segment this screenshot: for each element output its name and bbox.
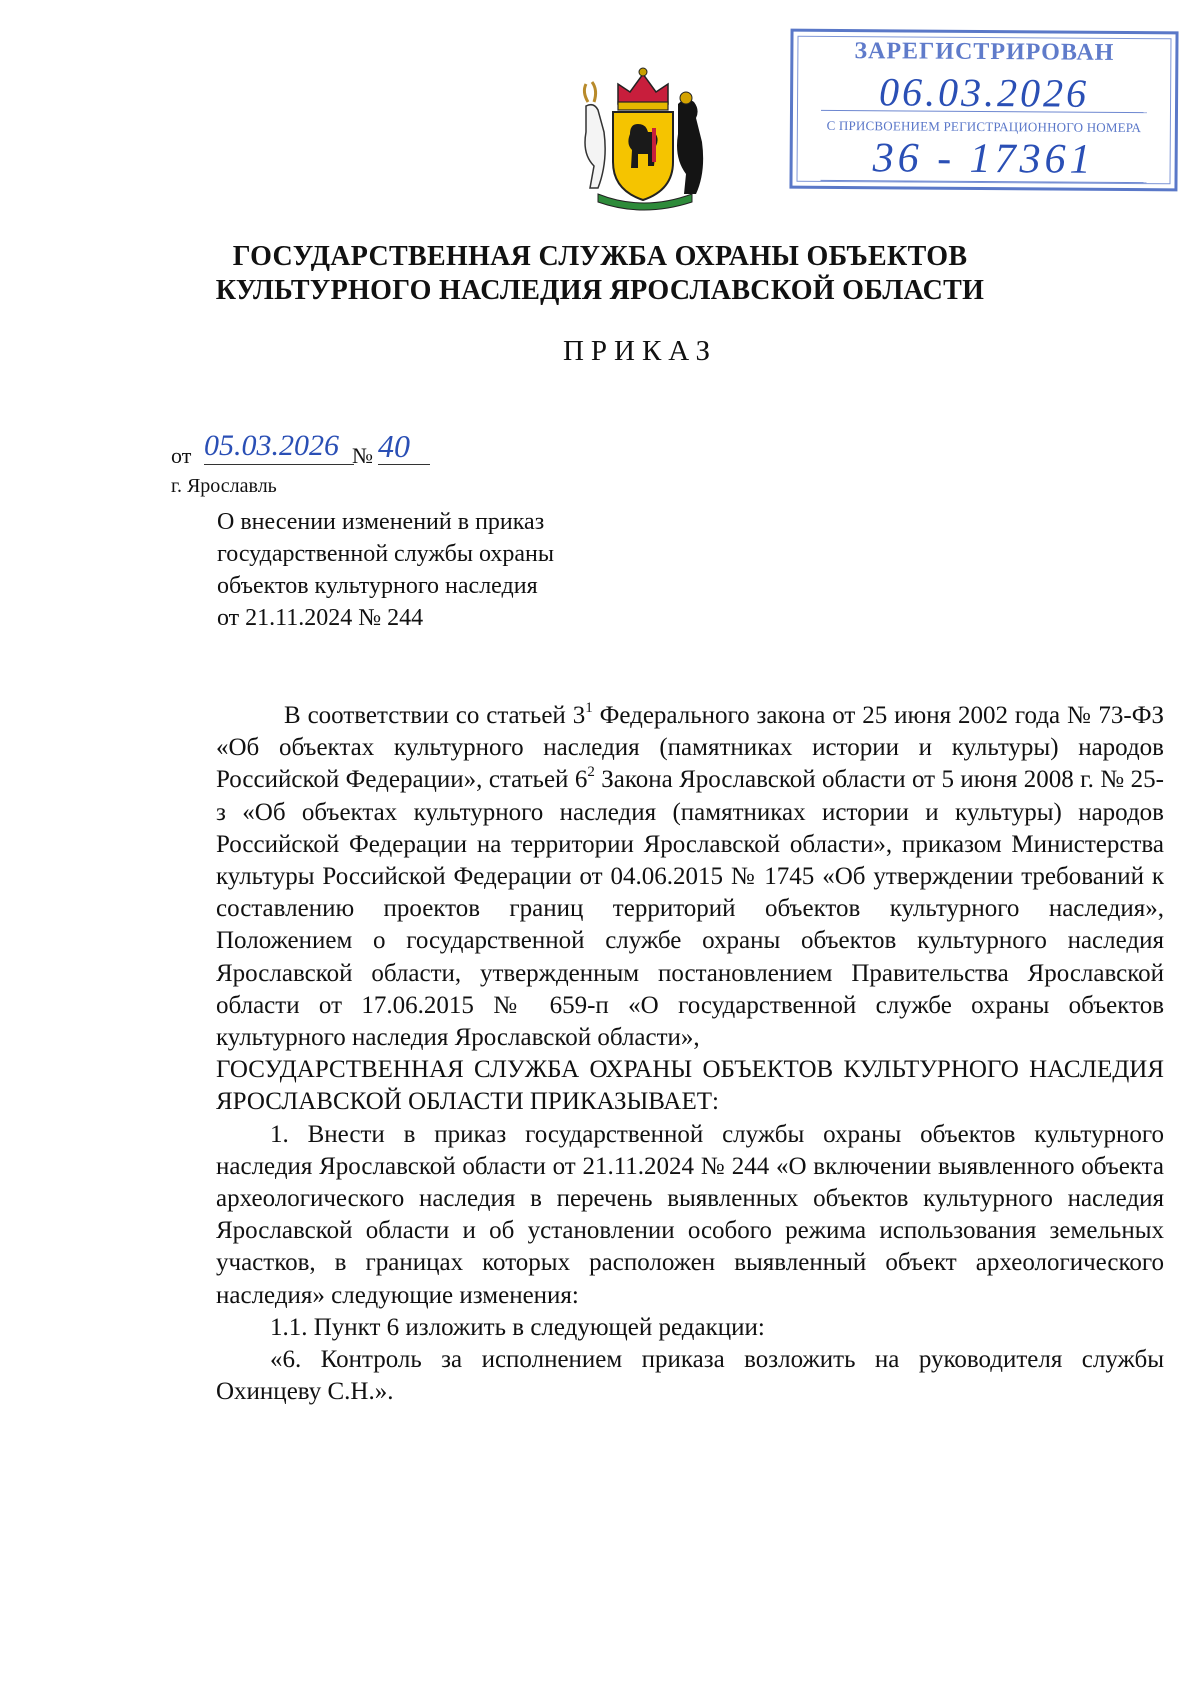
article-superscript-2: 2 [587, 764, 595, 781]
subject-line: от 21.11.2024 № 244 [217, 605, 424, 631]
subject-line: объектов культурного наследия [217, 573, 538, 599]
stamp-registration-number: 36 - 17361 [872, 135, 1095, 183]
item-1-1: 1.1. Пункт 6 изложить в следующей редакции: [270, 1313, 765, 1341]
preamble-text-c: Закона Ярославской области от 5 июня 2008 г. № 25-з «Об объектах культурного наследия (памятниках истории и культуры) народов Российской Федерации на территории Ярославской области», приказом Министерства культуры Российской Федерации от 04.06.2015 № 1745 «Об утверждении требований к составлению проектов границ территорий объектов культурного наследия», Положением о государственной службе охраны объектов культурного наследия Ярославской области, утвержденным постановлением Правительства Ярославской области от 17.06.2015 № 659-п «О государственной службе охраны объектов культурного наследия Ярославской области», [216, 766, 1164, 1052]
organization-name-line2: КУЛЬТУРНОГО НАСЛЕДИЯ ЯРОСЛАВСКОЙ ОБЛАСТИ [215, 275, 985, 306]
order-subject [217, 506, 554, 634]
preamble-paragraph [216, 700, 1164, 1054]
registration-stamp [789, 29, 1178, 192]
item-1-1-text: «6. Контроль за исполнением приказа возложить на руководителя службы Охинцеву С.Н.». [216, 1346, 1164, 1406]
order-number: 40 [378, 428, 430, 465]
article-superscript-1: 1 [585, 699, 593, 716]
number-sign-label: № [352, 443, 373, 468]
preamble-text-a: В соответствии со статьей 3 [284, 702, 586, 729]
document-type-title: ПРИКАЗ [562, 335, 718, 367]
organization-name-line1: ГОСУДАРСТВЕННАЯ СЛУЖБА ОХРАНЫ ОБЪЕКТОВ [232, 241, 968, 272]
subject-line: государственной службы охраны [217, 541, 554, 567]
order-date: 05.03.2026 [204, 428, 354, 465]
stamp-registration-date: 06.03.2026 [878, 69, 1090, 116]
city-label: г. Ярославль [171, 475, 277, 497]
coat-of-arms-emblem [568, 62, 718, 212]
subject-line: О внесении изменений в приказ [217, 509, 545, 535]
item-1: 1. Внести в приказ государственной службы охраны объектов культурного наследия Ярославской области от 21.11.2024 № 244 «О включении выявленного объекта археологического наследия в перечень выявленных объектов культурного наследия Ярославской области и об установлении особого режима использования земельных участков, в границах которых расположен выявленный объект археологического наследия» следующие изменения: [216, 1120, 1164, 1309]
date-prefix-label: от [171, 443, 192, 468]
preamble-text-b: Федерального закона от 25 июня 2002 года № 73-ФЗ «Об объектах культурного наследия (памятниках истории и культуры) народов Российской Федерации», статьей 6 [216, 702, 1164, 794]
order-clause: ГОСУДАРСТВЕННАЯ СЛУЖБА ОХРАНЫ ОБЪЕКТОВ КУЛЬТУРНОГО НАСЛЕДИЯ ЯРОСЛАВСКОЙ ОБЛАСТИ ПРИКАЗЫВАЕТ: [216, 1056, 1164, 1116]
stamp-registered-label: ЗАРЕГИСТРИРОВАН [854, 38, 1115, 66]
order-body [216, 700, 1164, 1408]
stamp-assigned-label: С ПРИСВОЕНИЕМ РЕГИСТРАЦИОННОГО НОМЕРА [826, 117, 1142, 136]
organization-name [0, 240, 1200, 308]
